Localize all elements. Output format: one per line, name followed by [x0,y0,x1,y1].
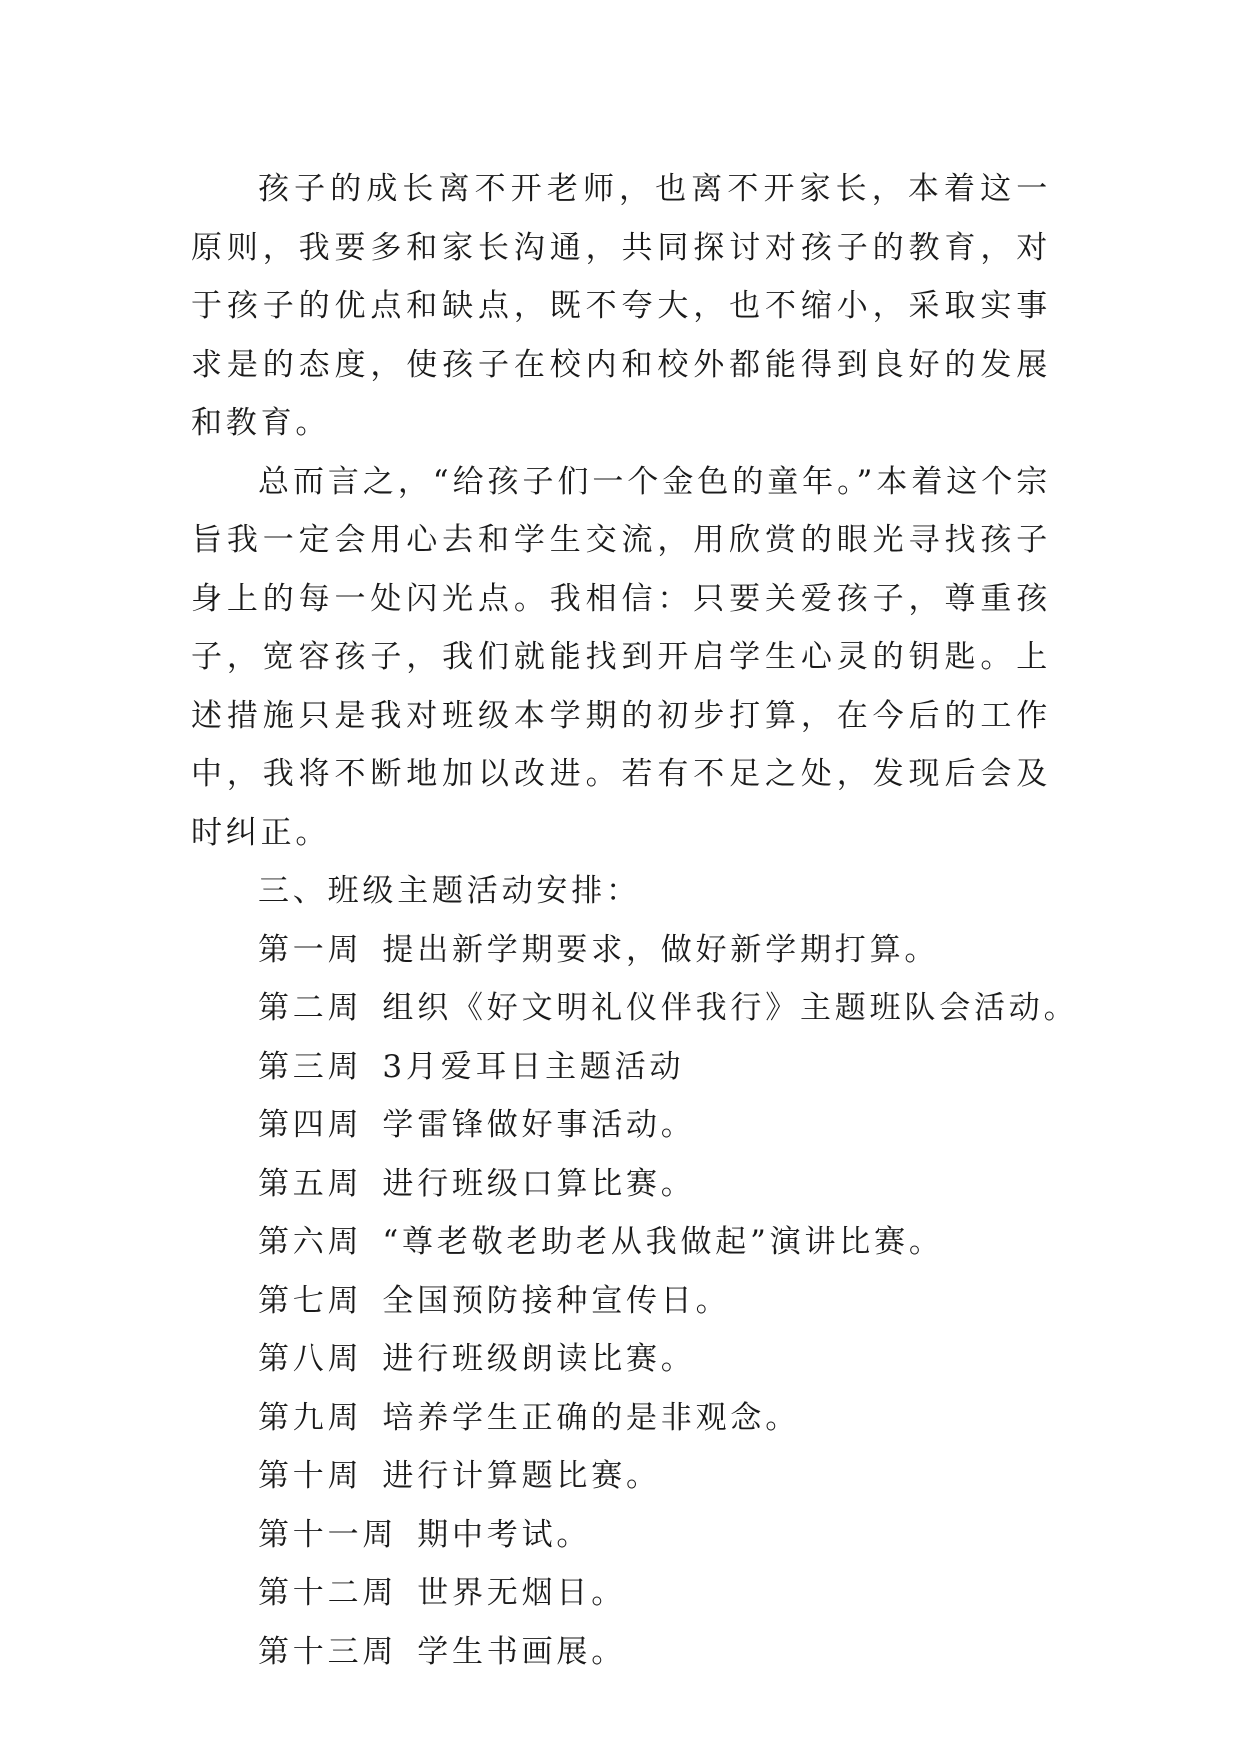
week-label: 第九周 [258,1399,363,1436]
activity-text: 组织《好文明礼仪伴我行》主题班队会活动。 [382,990,1079,1026]
schedule-item [191,1506,1051,1565]
week-label: 第一周 [258,931,363,968]
week-label: 第十三周 [258,1633,398,1670]
week-label: 第七周 [258,1282,363,1319]
activity-text: 全国预防接种宣传日。 [382,1282,731,1319]
schedule-item [191,1272,1051,1331]
activity-text: 进行班级口算比赛。 [382,1165,696,1202]
activity-text: 学生书画展。 [417,1633,627,1670]
activity-text: 提出新学期要求，做好新学期打算。 [382,931,940,968]
week-label: 第十周 [258,1458,363,1494]
activity-text: 培养学生正确的是非观念。 [382,1399,801,1436]
paragraph-summary: 总而言之，“给孩子们一个金色的童年。”本着这个宗旨我一定会用心去和学生交流，用欣赏的眼光寻找孩子身上的每一处闪光点。我相信：只要关爱孩子，尊重孩子，宽容孩子，我们就能找到开启学生心灵的钥匙。上述措施只是我对班级本学期的初步打算，在今后的工作中，我将不断地加以改进。若有不足之处，发现后会及时纠正。 [191,463,1051,851]
week-label: 第四周 [258,1107,363,1143]
schedule-item [191,1213,1051,1272]
section-heading: 三、班级主题活动安排： [258,873,641,909]
schedule-item [191,1623,1051,1682]
schedule-item [191,1155,1051,1214]
schedule-item [191,1389,1051,1448]
activity-text: 进行班级朗读比赛。 [382,1341,696,1377]
schedule-item [191,1330,1051,1389]
schedule-item [191,921,1051,980]
activity-text: 期中考试。 [417,1516,592,1553]
schedule-item [191,1447,1051,1506]
week-label: 第八周 [258,1341,363,1377]
activity-text: 世界无烟日。 [417,1575,627,1611]
document-body [191,160,1079,1681]
week-label: 第二周 [258,990,363,1026]
paragraph-parent-communication: 孩子的成长离不开老师，也离不开家长，本着这一原则，我要多和家长沟通，共同探讨对孩子的教育，对于孩子的优点和缺点，既不夸大，也不缩小，采取实事求是的态度，使孩子在校内和校外都能得到良好的发展和教育。 [191,171,1051,441]
activity-schedule [191,921,1079,1682]
activity-text: 进行计算题比赛。 [382,1458,661,1494]
activity-text: 学雷锋做好事活动。 [382,1107,696,1143]
schedule-item [191,1096,1051,1155]
schedule-item [191,979,1079,1038]
activity-text: “尊老敬老助老从我做起”演讲比赛。 [382,1224,944,1260]
activity-text: 3月爱耳日主题活动 [382,1048,685,1085]
schedule-item [191,1038,1051,1097]
schedule-item [191,1564,1051,1623]
week-label: 第六周 [258,1224,363,1260]
week-label: 第十一周 [258,1516,398,1553]
week-label: 第三周 [258,1048,363,1085]
week-label: 第十二周 [258,1575,398,1611]
week-label: 第五周 [258,1165,363,1202]
